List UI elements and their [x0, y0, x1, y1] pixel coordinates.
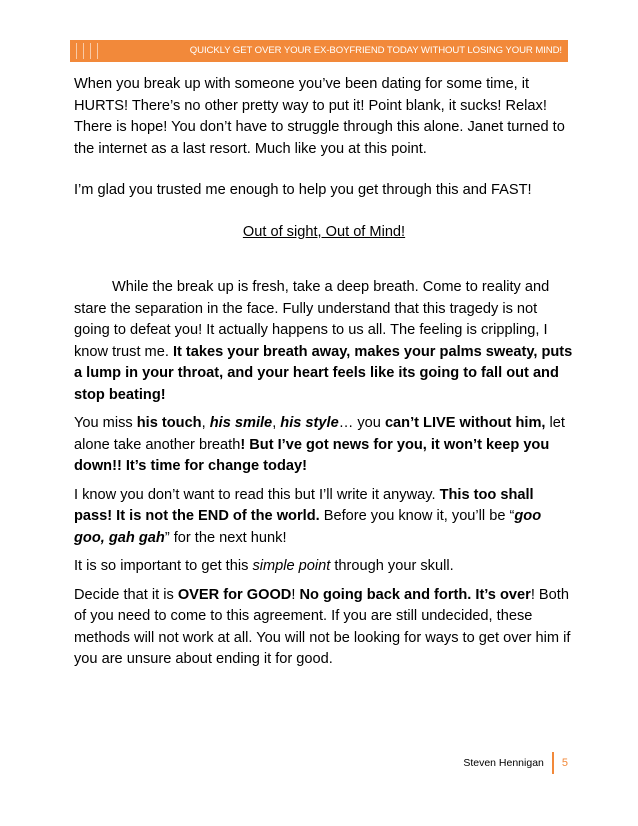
text-segment: You miss: [74, 415, 137, 431]
italic-segment: simple point: [252, 558, 331, 574]
bold-segment: can’t LIVE without him,: [384, 415, 546, 431]
bold-segment: This too shall pass! It is not the END of the world.: [74, 486, 534, 524]
paragraph-breakup: [74, 277, 574, 406]
text-segment: It is so important to get this: [74, 558, 253, 574]
text-segment: through your skull.: [330, 558, 454, 574]
paragraph-point: [74, 556, 574, 578]
footer-author: Steven Hennigan: [463, 757, 544, 769]
header-title: QUICKLY GET OVER YOUR EX-BOYFRIEND TODAY WITHOUT LOSING YOUR MIND!: [189, 45, 562, 56]
paragraph-intro: When you break up with someone you’ve been dating for some time, it HURTS! There’s no other pretty way to put it! Point blank, it sucks! Relax! There is hope! You don’t have to struggle through this alone. Janet turned to the internet as a last resort. Much like you at this point.: [74, 76, 565, 157]
text-segment: I know you don’t want to read this but I’ll write it anyway.: [74, 486, 440, 503]
paragraph-trust: I’m glad you trusted me enough to help you get through this and FAST!: [74, 182, 532, 198]
bold-segment: OVER for GOOD: [177, 586, 292, 603]
section-heading: Out of sight, Out of Mind!: [242, 223, 406, 240]
page-footer: [463, 752, 568, 774]
footer-divider: [552, 752, 554, 774]
text-segment: !: [291, 586, 300, 603]
text-segment: ” for the next hunk!: [164, 529, 287, 546]
page-number: 5: [561, 757, 568, 769]
bold-segment: ! But I’ve got news for you, it won’t keep you down!! It’s time for change today!: [74, 436, 550, 474]
text-segment: … you: [338, 415, 385, 431]
header-decoration: [76, 43, 102, 59]
bold-segment: It takes your breath away, makes your palms sweaty, puts a lump in your throat, and your heart feels like its going to fall out and stop beating!: [74, 343, 573, 403]
bold-italic-segment: his style: [280, 415, 339, 431]
bold-italic-segment: goo goo, gah gah: [74, 508, 542, 546]
paragraph-pass: [74, 485, 574, 550]
text-segment: let alone take another breath: [74, 415, 565, 453]
text-segment: ! Both of you need to come to this agreement. If you are still undecided, these methods will not work at all. You will not be looking for ways to get over him if you are unsure about ending it for good.: [74, 586, 571, 667]
text-segment: Decide that it is: [74, 586, 178, 603]
bold-italic-segment: his smile: [209, 415, 273, 431]
bold-segment: his touch: [136, 415, 202, 431]
page-content: [74, 74, 574, 671]
text-segment: ,: [201, 415, 210, 431]
bold-segment: No going back and forth. It’s over: [299, 586, 531, 603]
paragraph-miss: [74, 413, 574, 478]
paragraph-decide: [74, 585, 574, 671]
page-header: [70, 40, 568, 62]
text-segment: Before you know it, you’ll be “: [319, 508, 515, 524]
text-segment: ,: [272, 415, 281, 431]
text-segment: While the break up is fresh, take a deep breath. Come to reality and stare the separation in the face. Fully understand that this tragedy is not going to defeat you! It actually happens to us all. The feeling is crippling, I know trust me.: [74, 279, 550, 360]
